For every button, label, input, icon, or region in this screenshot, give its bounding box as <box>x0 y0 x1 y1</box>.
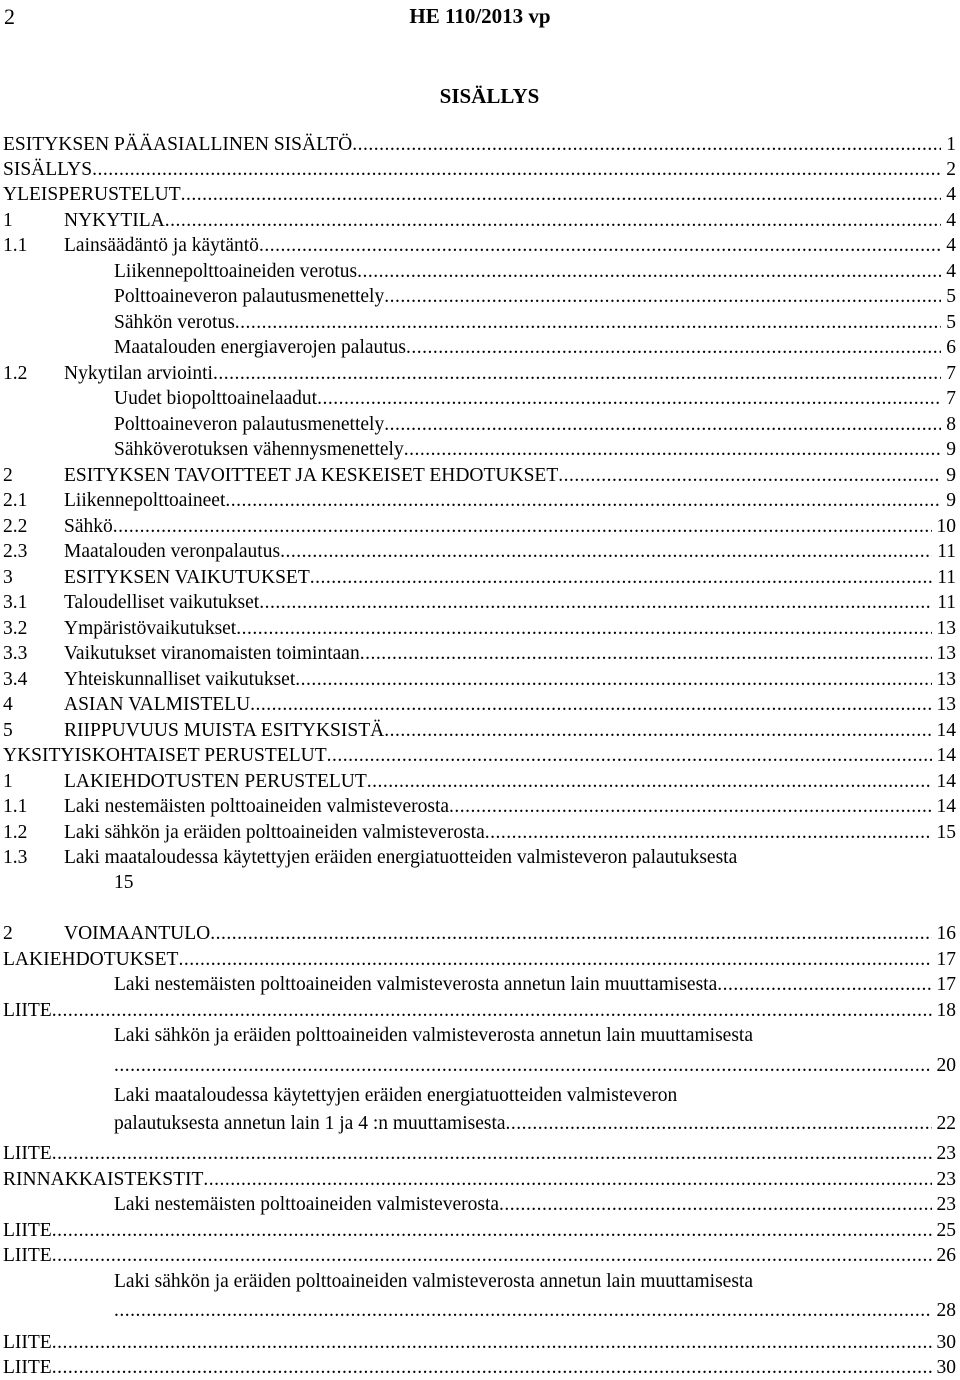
toc-entry-page: 23 <box>936 1143 956 1164</box>
toc-entry-page: 1 <box>946 134 956 155</box>
toc-entry-page: 6 <box>946 337 956 358</box>
toc-entry-label: Taloudelliset vaikutukset <box>64 592 260 613</box>
toc-entry <box>3 1330 956 1355</box>
toc-leader-dots <box>506 1111 932 1136</box>
toc-entry <box>3 947 956 972</box>
toc-entry-label: ESITYKSEN PÄÄASIALLINEN SISÄLTÖ <box>3 134 353 155</box>
toc-entry-number: 3.3 <box>3 643 28 664</box>
toc-entry-page: 20 <box>936 1055 956 1076</box>
toc-entry-label: Sähköverotuksen vähennysmenettely <box>114 439 404 460</box>
toc-entry <box>3 718 956 743</box>
toc-entry <box>3 259 956 284</box>
toc-leader-dots <box>259 590 932 615</box>
toc-entry <box>3 208 956 233</box>
toc-entry <box>3 1053 956 1078</box>
toc-entry-number: 1 <box>3 210 13 231</box>
toc-entry-number: 2.1 <box>3 490 28 511</box>
toc-entry <box>3 1355 956 1380</box>
toc-leader-dots <box>360 641 932 666</box>
toc-entry-label: Uudet biopolttoainelaadut <box>114 388 318 409</box>
toc-entry <box>3 565 956 590</box>
toc-entry <box>3 233 956 258</box>
toc-entry <box>3 514 956 539</box>
toc-leader-dots <box>203 1167 931 1192</box>
toc-entry <box>3 1218 956 1243</box>
toc-entry-page: 23 <box>936 1169 956 1190</box>
toc-leader-dots <box>113 514 932 539</box>
toc-leader-dots <box>52 998 932 1023</box>
toc-entry-label: ESITYKSEN VAIKUTUKSET <box>64 567 310 588</box>
toc-entry-page: 30 <box>936 1357 956 1378</box>
toc-leader-dots <box>235 310 941 335</box>
toc-entry-page: 14 <box>936 796 956 817</box>
toc-entry-page: 9 <box>946 490 956 511</box>
toc-leader-dots <box>558 463 941 488</box>
toc-entry-label: Sähkön verotus <box>114 312 235 333</box>
toc-entry-page: 7 <box>946 388 956 409</box>
toc-leader-dots <box>92 157 941 182</box>
page-number: 2 <box>4 4 15 29</box>
toc-leader-dots <box>384 718 931 743</box>
toc-entry-page: 23 <box>936 1194 956 1215</box>
toc-leader-dots <box>449 794 931 819</box>
toc-entry <box>3 1243 956 1268</box>
toc-entry <box>3 972 956 997</box>
toc-entry <box>3 998 956 1023</box>
toc-entry-page: 11 <box>937 592 956 613</box>
toc-entry <box>3 463 956 488</box>
toc-entry-page: 25 <box>936 1220 956 1241</box>
toc-entry-number: 3.1 <box>3 592 28 613</box>
toc-entry-page: 5 <box>946 286 956 307</box>
toc-entry-label: LIITE <box>3 1245 52 1266</box>
toc-leader-dots <box>52 1218 932 1243</box>
toc-entry-label: ESITYKSEN TAVOITTEET JA KESKEISET EHDOTUKSET <box>64 465 559 486</box>
toc-entry-label: Laki nestemäisten polttoaineiden valmisteverosta <box>64 796 450 817</box>
toc-entry-number: 3.4 <box>3 669 28 690</box>
toc-entry-number: 2.2 <box>3 516 28 537</box>
toc-entry-page: 7 <box>946 363 956 384</box>
toc-leader-dots <box>404 437 942 462</box>
toc-entry <box>3 539 956 564</box>
toc-entry-page: 17 <box>936 974 956 995</box>
toc-leader-dots <box>52 1355 932 1380</box>
toc-entry-page: 13 <box>936 643 956 664</box>
toc-entry-label: LIITE <box>3 1220 52 1241</box>
toc-entry <box>3 361 956 386</box>
toc-entry-label: SISÄLLYS <box>3 159 93 180</box>
toc-entry-page: 4 <box>946 261 956 282</box>
toc-leader-dots <box>114 1053 932 1078</box>
toc-entry <box>3 1111 956 1136</box>
toc-leader-dots <box>213 361 941 386</box>
toc-entry-number: 3.2 <box>3 618 28 639</box>
toc-entry <box>3 769 956 794</box>
toc-entry-page: 16 <box>936 923 956 944</box>
toc-leader-dots <box>295 667 931 692</box>
toc-entry-label: Laki nestemäisten polttoaineiden valmisteverosta annetun lain muuttamisesta <box>114 974 718 995</box>
toc-leader-dots <box>352 132 941 157</box>
toc-entry-page: 14 <box>936 720 956 741</box>
toc-entry <box>3 1298 956 1323</box>
toc-entry-page: 22 <box>936 1113 956 1134</box>
toc-entry <box>3 616 956 641</box>
toc-entry-number: 1.2 <box>3 822 28 843</box>
toc-entry-label: NYKYTILA <box>64 210 165 231</box>
toc-entry <box>3 335 956 360</box>
toc-entry-label: VOIMAANTULO <box>64 923 211 944</box>
toc-entry <box>3 437 956 462</box>
toc-entry-label: LIITE <box>3 1357 52 1378</box>
toc-entry-label: Maatalouden veronpalautus <box>64 541 281 562</box>
toc-entry-number: 4 <box>3 694 13 715</box>
toc-entry-label: RIIPPUVUUS MUISTA ESITYKSISTÄ <box>64 720 385 741</box>
toc-entry-label: Liikennepolttoaineet <box>64 490 226 511</box>
toc-entry-label: LAKIEHDOTUSTEN PERUSTELUT <box>64 771 367 792</box>
toc-entry-page: 30 <box>936 1332 956 1353</box>
toc-entry-page: 5 <box>946 312 956 333</box>
toc-leader-dots <box>52 1141 932 1166</box>
toc-entry-label: LAKIEHDOTUKSET <box>3 949 179 970</box>
toc-entry-label: Ympäristövaikutukset <box>64 618 237 639</box>
toc-leader-dots <box>280 539 932 564</box>
toc-entry-page: 13 <box>936 618 956 639</box>
toc-entry-page: 17 <box>936 949 956 970</box>
toc-entry-number: 1.2 <box>3 363 28 384</box>
toc-leader-dots <box>210 921 931 946</box>
toc-entry-label: Lainsäädäntö ja käytäntö <box>64 235 259 256</box>
toc-entry <box>3 1141 956 1166</box>
toc-leader-dots <box>367 769 932 794</box>
toc-entry <box>3 667 956 692</box>
toc-entry-label: Laki sähkön ja eräiden polttoaineiden valmisteverosta annetun lain muuttamisesta <box>114 1025 753 1046</box>
toc-entry-page: 4 <box>946 235 956 256</box>
toc-entry-label: YKSITYISKOHTAISET PERUSTELUT <box>3 745 327 766</box>
toc-leader-dots <box>310 565 932 590</box>
toc-entry-page: 26 <box>936 1245 956 1266</box>
toc-entry <box>3 743 956 768</box>
toc-entry-number: 2.3 <box>3 541 28 562</box>
toc-entry <box>3 182 956 207</box>
toc-entry-number: 2 <box>3 923 13 944</box>
toc-entry-label: Maatalouden energiaverojen palautus <box>114 337 407 358</box>
toc-leader-dots <box>52 1330 932 1355</box>
toc-entry-label: LIITE <box>3 1332 52 1353</box>
toc-entry <box>3 488 956 513</box>
toc-entry-number: 5 <box>3 720 13 741</box>
toc-leader-dots <box>52 1243 932 1268</box>
toc-entry-label: Laki maataloudessa käytettyjen eräiden energiatuotteiden valmisteveron palautuksesta <box>64 847 738 868</box>
toc-entry-label: Laki sähkön ja eräiden polttoaineiden valmisteverosta <box>64 822 485 843</box>
toc-leader-dots <box>259 233 941 258</box>
toc-leader-dots <box>225 488 941 513</box>
toc-entry-label: Vaikutukset viranomaisten toimintaan <box>64 643 360 664</box>
toc-leader-dots <box>717 972 931 997</box>
toc-entry-page: 15 <box>936 822 956 843</box>
toc-entry-page: 11 <box>937 541 956 562</box>
toc-entry-label: YLEISPERUSTELUT <box>3 184 181 205</box>
toc-entry-label: ASIAN VALMISTELU <box>64 694 251 715</box>
toc-entry-label: Nykytilan arviointi <box>64 363 213 384</box>
toc-entry <box>3 845 956 870</box>
toc-entry-page: 10 <box>936 516 956 537</box>
toc-entry <box>3 590 956 615</box>
toc-entry-label: LIITE <box>3 1000 52 1021</box>
toc-entry-page: 4 <box>946 184 956 205</box>
toc-leader-dots <box>317 386 941 411</box>
toc-entry-number: 1 <box>3 771 13 792</box>
toc-entry-label: palautuksesta annetun lain 1 ja 4 :n muuttamisesta <box>114 1113 506 1134</box>
toc-leader-dots <box>114 1298 932 1323</box>
toc-entry-label: RINNAKKAISTEKSTIT <box>3 1169 204 1190</box>
toc-entry-label: Liikennepolttoaineiden verotus <box>114 261 358 282</box>
toc-leader-dots <box>384 412 941 437</box>
toc-entry-page: 2 <box>946 159 956 180</box>
toc-entry-label: Polttoaineveron palautusmenettely <box>114 286 385 307</box>
toc-entry <box>3 132 956 157</box>
toc-entry <box>3 412 956 437</box>
toc-entry-label: Laki maataloudessa käytettyjen eräiden energiatuotteiden valmisteveron <box>114 1085 678 1106</box>
toc-entry-page: 4 <box>946 210 956 231</box>
document-id: HE 110/2013 vp <box>409 4 551 28</box>
toc-entry-number: 1.1 <box>3 235 28 256</box>
toc-leader-dots <box>357 259 941 284</box>
toc-leader-dots <box>485 820 932 845</box>
toc-entry-number: 1.1 <box>3 796 28 817</box>
toc-entry-page: 11 <box>937 567 956 588</box>
toc-entry <box>3 386 956 411</box>
toc-entry-page: 8 <box>946 414 956 435</box>
toc-entry-page: 9 <box>946 465 956 486</box>
toc-entry-page: 14 <box>936 771 956 792</box>
toc-entry-label: Yhteiskunnalliset vaikutukset <box>64 669 296 690</box>
toc-leader-dots <box>384 284 941 309</box>
toc-entry-page: 15 <box>114 872 134 893</box>
toc-entry <box>3 921 956 946</box>
toc-entry-label: LIITE <box>3 1143 52 1164</box>
toc-entry <box>3 641 956 666</box>
toc-entry-number: 1.3 <box>3 847 28 868</box>
toc-entry-number: 3 <box>3 567 13 588</box>
toc-leader-dots <box>178 947 931 972</box>
toc-entry-label: Sähkö <box>64 516 113 537</box>
toc-leader-dots <box>250 692 931 717</box>
toc-entry-page: 28 <box>936 1300 956 1321</box>
toc-entry <box>3 284 956 309</box>
toc-leader-dots <box>165 208 942 233</box>
toc-leader-dots <box>406 335 941 360</box>
toc-entry <box>3 692 956 717</box>
toc-entry-label: Laki nestemäisten polttoaineiden valmisteverosta <box>114 1194 500 1215</box>
toc-entry-page: 13 <box>936 694 956 715</box>
toc-entry <box>3 1167 956 1192</box>
toc-entry-page: 9 <box>946 439 956 460</box>
toc-entry <box>3 794 956 819</box>
toc-entry-label: Laki sähkön ja eräiden polttoaineiden valmisteverosta annetun lain muuttamisesta <box>114 1271 753 1292</box>
toc-title: SISÄLLYS <box>439 84 540 108</box>
toc-entry-page: 13 <box>936 669 956 690</box>
toc-leader-dots <box>236 616 931 641</box>
toc-leader-dots <box>499 1192 931 1217</box>
toc-entry-page: 14 <box>936 745 956 766</box>
toc-entry <box>3 310 956 335</box>
toc-entry <box>3 1192 956 1217</box>
toc-entry <box>3 820 956 845</box>
toc-entry-page: 18 <box>936 1000 956 1021</box>
toc-entry <box>3 157 956 182</box>
toc-entry-label: Polttoaineveron palautusmenettely <box>114 414 385 435</box>
toc-leader-dots <box>181 182 942 207</box>
toc-leader-dots <box>327 743 932 768</box>
toc-entry-number: 2 <box>3 465 13 486</box>
